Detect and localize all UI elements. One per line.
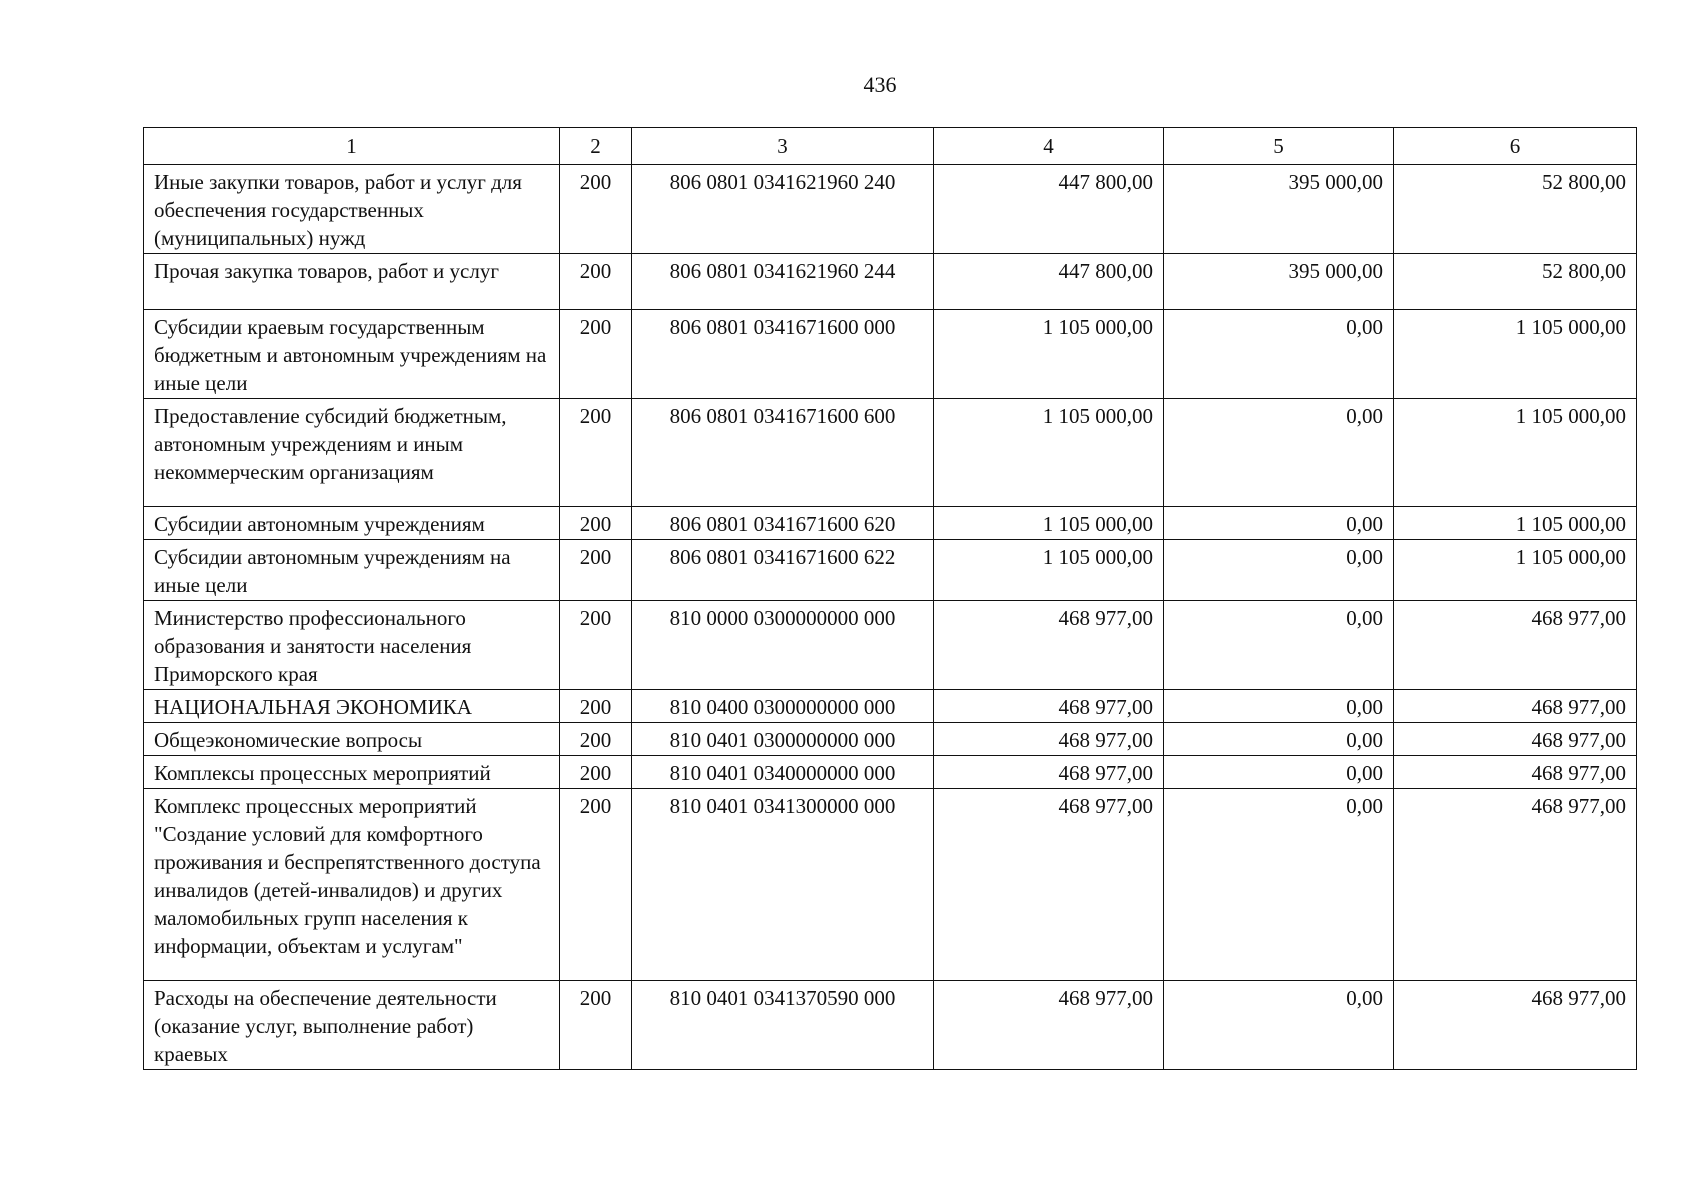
row-code-cell: 200	[560, 540, 632, 601]
row-name-cell: Субсидии автономным учреждениям	[144, 507, 560, 540]
row-name-cell: Министерство профессионального образования и занятости населения Приморского края	[144, 601, 560, 690]
row-code-cell: 200	[560, 310, 632, 399]
row-code-cell: 200	[560, 601, 632, 690]
row-kbk-cell: 810 0000 0300000000 000	[632, 601, 934, 690]
row-name-cell: Расходы на обеспечение деятельности (оказание услуг, выполнение работ) краевых	[144, 981, 560, 1070]
column-header: 1	[144, 128, 560, 165]
row-name-cell: Субсидии краевым государственным бюджетным и автономным учреждениям на иные цели	[144, 310, 560, 399]
budget-table	[143, 127, 1637, 1070]
table-row	[144, 756, 1637, 789]
row-code-cell: 200	[560, 981, 632, 1070]
row-amount-col6-cell: 468 977,00	[1394, 690, 1637, 723]
table-row	[144, 507, 1637, 540]
column-header: 5	[1164, 128, 1394, 165]
row-amount-col4-cell: 468 977,00	[934, 789, 1164, 981]
header-row	[144, 128, 1637, 165]
row-amount-col6-cell: 468 977,00	[1394, 756, 1637, 789]
row-amount-col6-cell: 1 105 000,00	[1394, 507, 1637, 540]
row-code-cell: 200	[560, 723, 632, 756]
column-header: 2	[560, 128, 632, 165]
table-row	[144, 399, 1637, 507]
table-row	[144, 540, 1637, 601]
row-kbk-cell: 810 0401 0340000000 000	[632, 756, 934, 789]
table-row	[144, 981, 1637, 1070]
table-header	[144, 128, 1637, 165]
row-amount-col5-cell: 0,00	[1164, 601, 1394, 690]
row-amount-col4-cell: 468 977,00	[934, 723, 1164, 756]
row-name-cell: НАЦИОНАЛЬНАЯ ЭКОНОМИКА	[144, 690, 560, 723]
row-amount-col5-cell: 0,00	[1164, 507, 1394, 540]
table-row	[144, 254, 1637, 310]
row-amount-col4-cell: 468 977,00	[934, 756, 1164, 789]
row-amount-col6-cell: 1 105 000,00	[1394, 310, 1637, 399]
row-amount-col5-cell: 0,00	[1164, 981, 1394, 1070]
row-amount-col4-cell: 1 105 000,00	[934, 310, 1164, 399]
table-row	[144, 690, 1637, 723]
row-amount-col5-cell: 395 000,00	[1164, 165, 1394, 254]
row-kbk-cell: 810 0400 0300000000 000	[632, 690, 934, 723]
table-row	[144, 601, 1637, 690]
row-kbk-cell: 806 0801 0341671600 620	[632, 507, 934, 540]
row-amount-col4-cell: 1 105 000,00	[934, 540, 1164, 601]
column-header: 6	[1394, 128, 1637, 165]
row-code-cell: 200	[560, 165, 632, 254]
row-kbk-cell: 810 0401 0300000000 000	[632, 723, 934, 756]
row-amount-col6-cell: 468 977,00	[1394, 981, 1637, 1070]
row-amount-col4-cell: 1 105 000,00	[934, 507, 1164, 540]
row-amount-col4-cell: 468 977,00	[934, 981, 1164, 1070]
row-amount-col6-cell: 468 977,00	[1394, 601, 1637, 690]
row-kbk-cell: 810 0401 0341370590 000	[632, 981, 934, 1070]
table-row	[144, 165, 1637, 254]
row-name-cell: Комплекс процессных мероприятий "Создание условий для комфортного проживания и беспрепятственного доступа инвалидов (детей-инвалидов) и других маломобильных групп населения к информации, объектам и услугам"	[144, 789, 560, 981]
row-name-cell: Предоставление субсидий бюджетным, автономным учреждениям и иным некоммерческим организациям	[144, 399, 560, 507]
page-number: 436	[863, 72, 897, 97]
row-kbk-cell: 806 0801 0341671600 000	[632, 310, 934, 399]
row-amount-col4-cell: 1 105 000,00	[934, 399, 1164, 507]
row-kbk-cell: 810 0401 0341300000 000	[632, 789, 934, 981]
table-row	[144, 789, 1637, 981]
table-body	[144, 165, 1637, 1070]
row-amount-col6-cell: 52 800,00	[1394, 254, 1637, 310]
row-code-cell: 200	[560, 507, 632, 540]
row-amount-col6-cell: 468 977,00	[1394, 789, 1637, 981]
row-amount-col6-cell: 468 977,00	[1394, 723, 1637, 756]
row-name-cell: Иные закупки товаров, работ и услуг для обеспечения государственных (муниципальных) нужд	[144, 165, 560, 254]
row-code-cell: 200	[560, 254, 632, 310]
row-amount-col6-cell: 1 105 000,00	[1394, 399, 1637, 507]
row-name-cell: Общеэкономические вопросы	[144, 723, 560, 756]
row-kbk-cell: 806 0801 0341671600 600	[632, 399, 934, 507]
row-amount-col4-cell: 468 977,00	[934, 690, 1164, 723]
row-amount-col4-cell: 468 977,00	[934, 601, 1164, 690]
row-amount-col5-cell: 0,00	[1164, 540, 1394, 601]
row-code-cell: 200	[560, 399, 632, 507]
row-kbk-cell: 806 0801 0341671600 622	[632, 540, 934, 601]
row-amount-col4-cell: 447 800,00	[934, 254, 1164, 310]
row-amount-col5-cell: 0,00	[1164, 723, 1394, 756]
row-name-cell: Комплексы процессных мероприятий	[144, 756, 560, 789]
row-code-cell: 200	[560, 756, 632, 789]
row-amount-col4-cell: 447 800,00	[934, 165, 1164, 254]
row-code-cell: 200	[560, 690, 632, 723]
row-amount-col5-cell: 0,00	[1164, 399, 1394, 507]
row-amount-col6-cell: 52 800,00	[1394, 165, 1637, 254]
row-amount-col5-cell: 0,00	[1164, 789, 1394, 981]
row-amount-col5-cell: 0,00	[1164, 756, 1394, 789]
row-amount-col5-cell: 0,00	[1164, 310, 1394, 399]
row-kbk-cell: 806 0801 0341621960 244	[632, 254, 934, 310]
row-amount-col5-cell: 395 000,00	[1164, 254, 1394, 310]
row-amount-col6-cell: 1 105 000,00	[1394, 540, 1637, 601]
table-row	[144, 723, 1637, 756]
column-header: 3	[632, 128, 934, 165]
row-amount-col5-cell: 0,00	[1164, 690, 1394, 723]
table-row	[144, 310, 1637, 399]
row-code-cell: 200	[560, 789, 632, 981]
row-name-cell: Прочая закупка товаров, работ и услуг	[144, 254, 560, 310]
row-kbk-cell: 806 0801 0341621960 240	[632, 165, 934, 254]
row-name-cell: Субсидии автономным учреждениям на иные цели	[144, 540, 560, 601]
column-header: 4	[934, 128, 1164, 165]
